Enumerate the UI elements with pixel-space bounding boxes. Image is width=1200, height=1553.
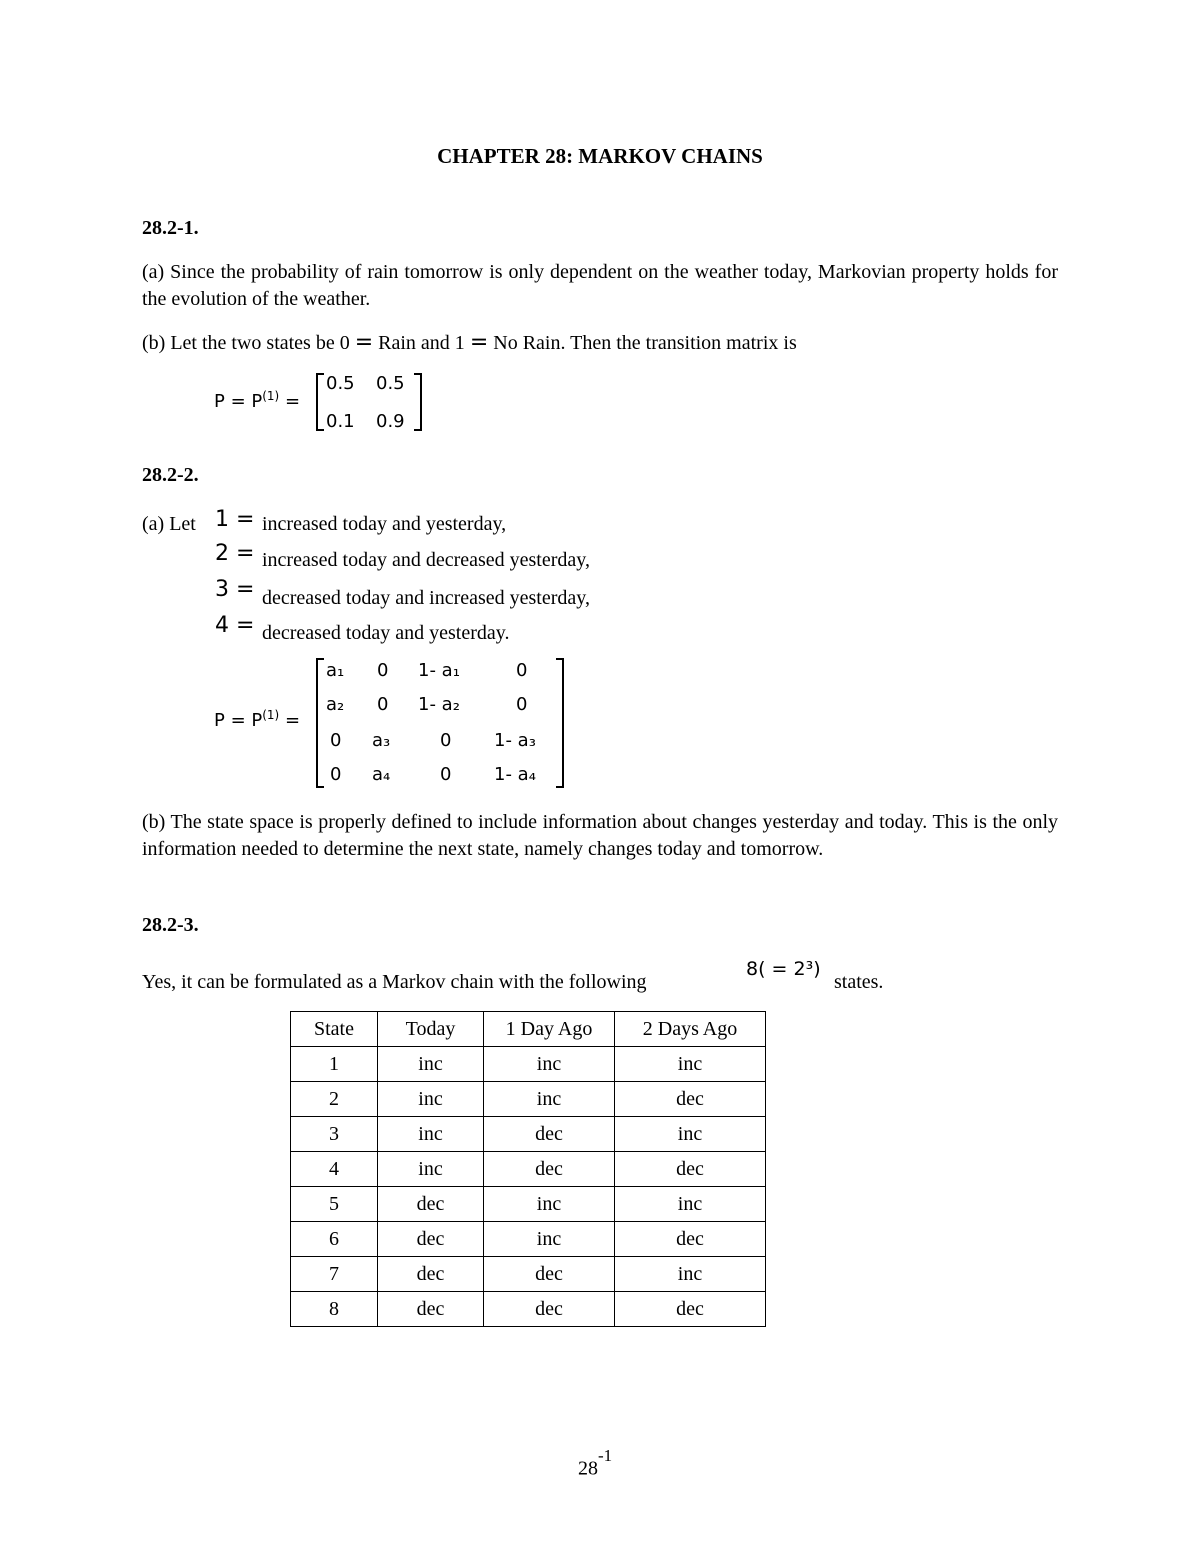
s3-intro-post: states.	[834, 971, 884, 993]
table-header: State	[291, 1012, 378, 1047]
s2-m-03: 0	[516, 660, 528, 681]
table-cell: inc	[615, 1257, 766, 1292]
table-cell: 8	[291, 1292, 378, 1327]
table-cell: inc	[378, 1117, 484, 1152]
table-cell: inc	[484, 1187, 615, 1222]
s2-m-01: 0	[377, 660, 389, 681]
s2-m-21: a₃	[372, 730, 391, 751]
s1-part-b-pre: (b) Let the two states be 0	[142, 332, 350, 354]
s2-def-4-text: decreased today and yesterday.	[262, 622, 510, 644]
table-row	[291, 1117, 766, 1152]
s2-m-00: a₁	[326, 660, 345, 681]
s2-m-02: 1- a₁	[418, 660, 460, 681]
table-row	[291, 1187, 766, 1222]
s2-def-1-text: increased today and yesterday,	[262, 513, 507, 535]
table-cell: dec	[378, 1257, 484, 1292]
table-cell: dec	[378, 1187, 484, 1222]
s1-matrix-left-bracket	[316, 373, 324, 431]
s1-part-b-mid: Rain and 1	[378, 332, 465, 354]
s2-def-3-num: 3 =	[215, 577, 255, 602]
s2-m-11: 0	[377, 694, 389, 715]
table-cell: inc	[378, 1082, 484, 1117]
table-cell: 6	[291, 1222, 378, 1257]
chapter-title: CHAPTER 28: MARKOV CHAINS	[437, 144, 763, 168]
s1-matrix-label: $P = P^{(1)}$ =	[214, 389, 301, 412]
table-row	[291, 1152, 766, 1187]
table-cell: dec	[378, 1292, 484, 1327]
table-cell: 5	[291, 1187, 378, 1222]
table-cell: inc	[615, 1187, 766, 1222]
s1-part-b-post: No Rain. Then the transition matrix is	[493, 332, 797, 354]
s2-m-22: 0	[440, 730, 452, 751]
table-cell: inc	[615, 1047, 766, 1082]
table-cell: 4	[291, 1152, 378, 1187]
table-cell: 7	[291, 1257, 378, 1292]
s2-m-32: 0	[440, 764, 452, 785]
table-cell: inc	[615, 1117, 766, 1152]
table-row	[291, 1082, 766, 1117]
s2-m-33: 1- a₄	[494, 764, 536, 785]
table-row	[291, 1222, 766, 1257]
table-header: Today	[378, 1012, 484, 1047]
s2-def-1-num: 1 =	[215, 507, 255, 532]
s2-matrix-label: $P = P^{(1)}$ =	[214, 708, 301, 731]
table-cell: dec	[484, 1117, 615, 1152]
table-cell: dec	[615, 1292, 766, 1327]
s1-m-11: 0.9	[376, 411, 405, 432]
table-header: 2 Days Ago	[615, 1012, 766, 1047]
table-cell: dec	[615, 1222, 766, 1257]
table-cell: dec	[484, 1257, 615, 1292]
s2-m-20: 0	[330, 730, 342, 751]
s2-m-30: 0	[330, 764, 342, 785]
s2-def-2-num: 2 =	[215, 541, 255, 566]
page-number	[578, 1446, 613, 1481]
s2-m-13: 0	[516, 694, 528, 715]
table-cell: 2	[291, 1082, 378, 1117]
s1-part-b	[142, 330, 797, 355]
s2-def-4-num: 4 =	[215, 613, 255, 638]
s2-m-31: a₄	[372, 764, 391, 785]
s2-m-12: 1- a₂	[418, 694, 460, 715]
eq-sign: =	[469, 330, 489, 355]
s2-def-2-text: increased today and decreased yesterday,	[262, 549, 590, 571]
matrix-label-sup: (1)	[262, 389, 280, 403]
section-heading-28-2-3: 28.2-3.	[142, 914, 199, 936]
table-cell: dec	[615, 1082, 766, 1117]
matrix-label-sup: (1)	[262, 708, 280, 722]
table-cell: inc	[484, 1082, 615, 1117]
table-row	[291, 1292, 766, 1327]
s1-m-01: 0.5	[376, 373, 405, 394]
s2-let: (a) Let	[142, 513, 196, 535]
table-cell: dec	[378, 1222, 484, 1257]
s2-m-23: 1- a₃	[494, 730, 536, 751]
table-cell: inc	[484, 1047, 615, 1082]
section-heading-28-2-1: 28.2-1.	[142, 217, 199, 239]
table-cell: 1	[291, 1047, 378, 1082]
table-cell: 3	[291, 1117, 378, 1152]
table-row	[291, 1257, 766, 1292]
table-cell: inc	[378, 1047, 484, 1082]
s1-m-00: 0.5	[326, 373, 355, 394]
page-number-main: 28	[578, 1457, 598, 1480]
matrix-label-text: P = P	[214, 710, 263, 731]
matrix-label-text: P = P	[214, 391, 263, 412]
states-table	[290, 1011, 766, 1327]
s1-m-10: 0.1	[326, 411, 355, 432]
table-cell: dec	[615, 1152, 766, 1187]
table-row	[291, 1047, 766, 1082]
s2-part-b: (b) The state space is properly defined to include information about changes yesterday and today. This is the only information needed to determine the next state, namely changes today and tomorrow.	[142, 811, 1058, 860]
s2-matrix-left-bracket	[316, 658, 324, 788]
s2-m-10: a₂	[326, 694, 345, 715]
table-header: 1 Day Ago	[484, 1012, 615, 1047]
table-header-row	[291, 1012, 766, 1047]
table-cell: dec	[484, 1152, 615, 1187]
s2-def-3-text: decreased today and increased yesterday,	[262, 587, 590, 609]
s1-part-a: (a) Since the probability of rain tomorrow is only dependent on the weather today, Markovian property holds for the evolution of the weather.	[142, 261, 1058, 310]
s2-matrix-right-bracket	[556, 658, 564, 788]
s3-intro-pre: Yes, it can be formulated as a Markov chain with the following	[142, 971, 647, 993]
eq-sign: =	[354, 330, 374, 355]
s1-matrix-right-bracket	[414, 373, 422, 431]
table-cell: inc	[484, 1222, 615, 1257]
page-number-sup: -1	[598, 1446, 613, 1465]
s3-intro-math: 8( = 2³)	[746, 958, 821, 980]
section-heading-28-2-2: 28.2-2.	[142, 464, 199, 486]
table-cell: dec	[484, 1292, 615, 1327]
table-cell: inc	[378, 1152, 484, 1187]
